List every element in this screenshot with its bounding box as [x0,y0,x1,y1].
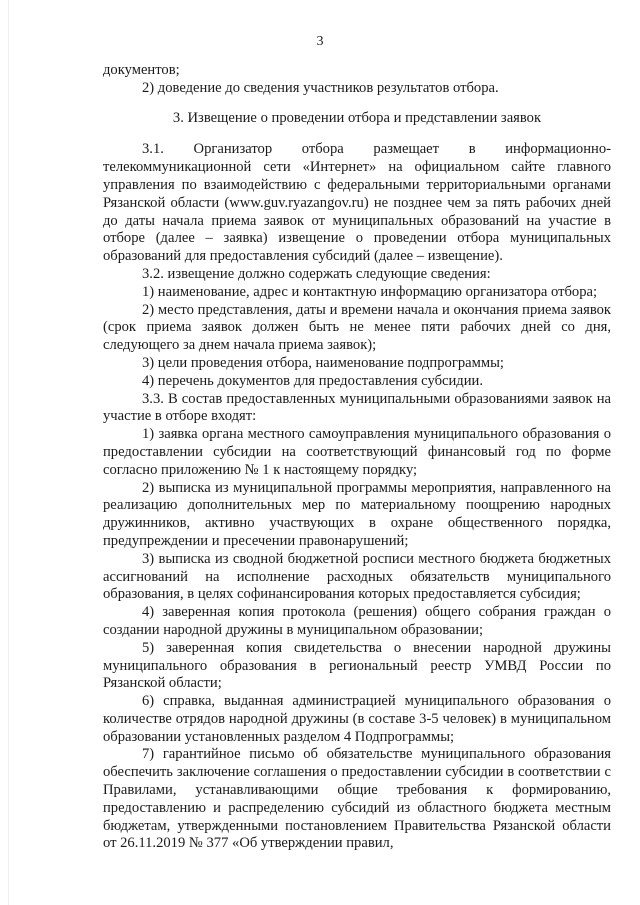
document-body [103,62,611,853]
paragraph-3-3-item-3: 3) выписка из сводной бюджетной росписи местного бюджета бюджетных ассигнований на исполнение расходных обязательств муниципального образования, в целях софинансирования которых предоставляется субсидия; [103,550,611,603]
paragraph-item-2-results: 2) доведение до сведения участников результатов отбора. [142,79,499,96]
paragraph-3-3: 3.3. В состав предоставленных муниципальными образованиями заявок на участие в отборе входят: [103,390,611,425]
paragraph-3-3-item-5: 5) заверенная копия свидетельства о внесении народной дружины муниципального образования в региональный реестр УМВД России по Рязанской области; [103,639,611,692]
scan-edge-line [8,0,9,905]
paragraph-3-3-item-6: 6) справка, выданная администрацией муниципального образования о количестве отрядов народной дружины (в составе 3-5 человек) в муниципальном образовании установленных разделом 4 Подпрограммы; [103,693,611,745]
paragraph-3-3-item-1: 1) заявка органа местного самоуправления муниципального образования о предоставлении субсидии на соответствующий финансовый год по форме согласно приложению № 1 к настоящему порядку; [103,426,611,478]
paragraph-documents-end: документов; [103,62,180,78]
paragraph-3-1: 3.1. Организатор отбора размещает в информационно-телекоммуникационной сети «Интернет» на официальном сайте главного управления по взаимодействию с федеральными территориальными органами Рязанской области (www.guv.ryazangov.ru) не позднее чем за пять рабочих дней до даты начала приема заявок от муниципальных образований на участие в отборе (далее – заявка) извещение о проведении отбора муниципальных образований для предоставления субсидий (далее – извещение). [103,141,611,265]
paragraph-3-2: 3.2. извещение должно содержать следующие сведения: [142,265,491,282]
paragraph-3-2-item-2: 2) место представления, даты и времени начала и окончания приема заявок (срок приема заявок должен быть не менее пяти рабочих дней со дня, следующего за днем начала приема заявок); [103,301,611,354]
paragraph-3-3-item-4: 4) заверенная копия протокола (решения) общего собрания граждан о создании народной дружины в муниципальном образовании; [103,604,611,638]
paragraph-3-3-item-7: 7) гарантийное письмо об обязательстве муниципального образования обеспечить заключение соглашения о предоставлении субсидии в соответствии с Правилами, устанавливающими общие требования к формированию, предоставлению и распределению субсидий из областного бюджета местным бюджетам, утвержденными постановлением Правительства Рязанской области от 26.11.2019 № 377 «Об утверждении правил, [103,746,611,852]
paragraph-3-2-item-4: 4) перечень документов для предоставления субсидии. [142,372,483,389]
paragraph-3-2-item-1: 1) наименование, адрес и контактную информацию организатора отбора; [142,283,598,300]
page-number: 3 [316,34,324,49]
section-heading-3: 3. Извещение о проведении отбора и представлении заявок [172,109,542,126]
paragraph-3-3-item-2: 2) выписка из муниципальной программы мероприятия, направленного на реализацию дополнительных мер по материальному поощрению народных дружинников, активно участвующих в охране общественного порядка, предупреждении и пресечении правонарушений; [103,479,611,549]
paragraph-3-2-item-3: 3) цели проведения отбора, наименование подпрограммы; [142,354,504,371]
